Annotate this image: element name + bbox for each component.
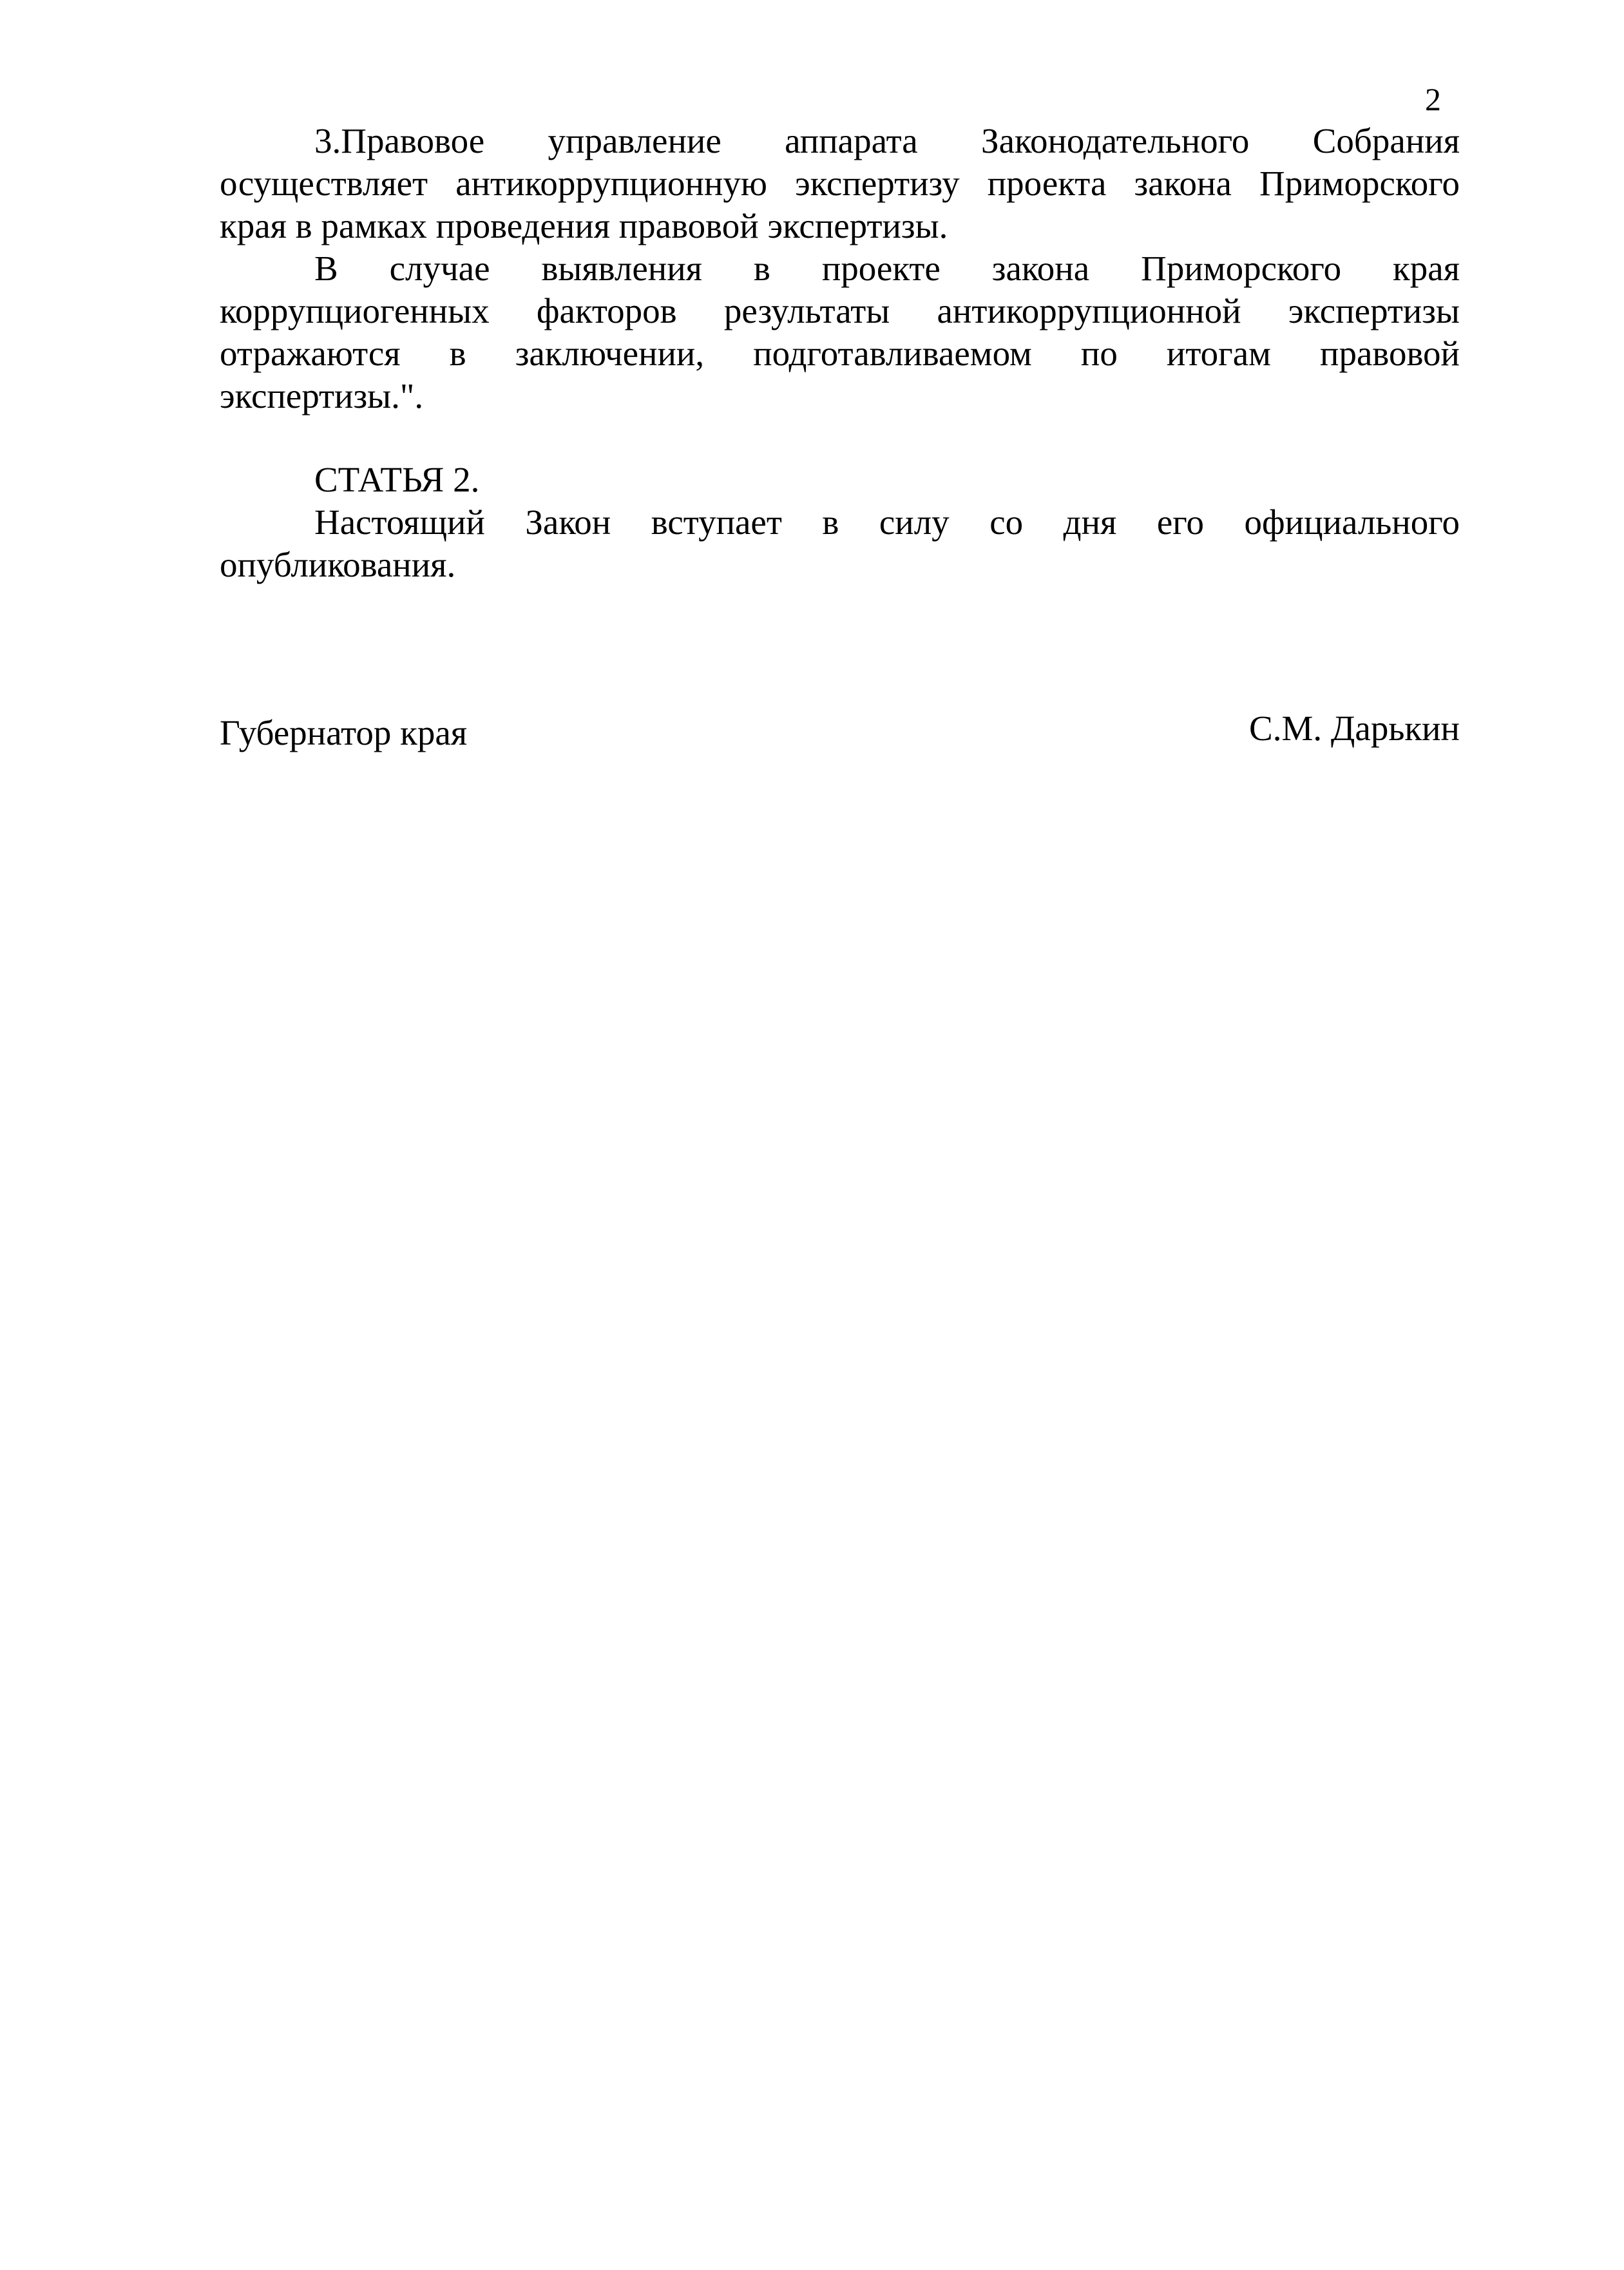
article-2-line-1: Настоящий Закон вступает в силу со дня его официального	[314, 502, 1460, 542]
page-number: 2	[1425, 81, 1441, 117]
paragraph-1-line-3: края в рамках проведения правовой экспертизы.	[220, 206, 948, 245]
article-2-heading: СТАТЬЯ 2.	[314, 460, 480, 499]
paragraph-1-line-2: осуществляет антикоррупционную экспертизу проекта закона Приморского	[220, 164, 1460, 203]
paragraph-2-line-2: коррупциогенных факторов результаты антикоррупционной экспертизы	[220, 291, 1460, 330]
paragraph-1-line-1: 3.Правовое управление аппарата Законодательного Собрания	[314, 121, 1460, 160]
paragraph-2-line-4: экспертизы.".	[220, 376, 424, 415]
paragraph-2-line-1: В случае выявления в проекте закона Приморского края	[314, 249, 1460, 288]
paragraph-2-line-3: отражаются в заключении, подготавливаемом по итогам правовой	[220, 334, 1460, 373]
article-2-line-2: опубликования.	[220, 545, 456, 584]
signature-name: С.М. Дарькин	[1249, 709, 1460, 748]
signature-title: Губернатор края	[220, 713, 468, 752]
